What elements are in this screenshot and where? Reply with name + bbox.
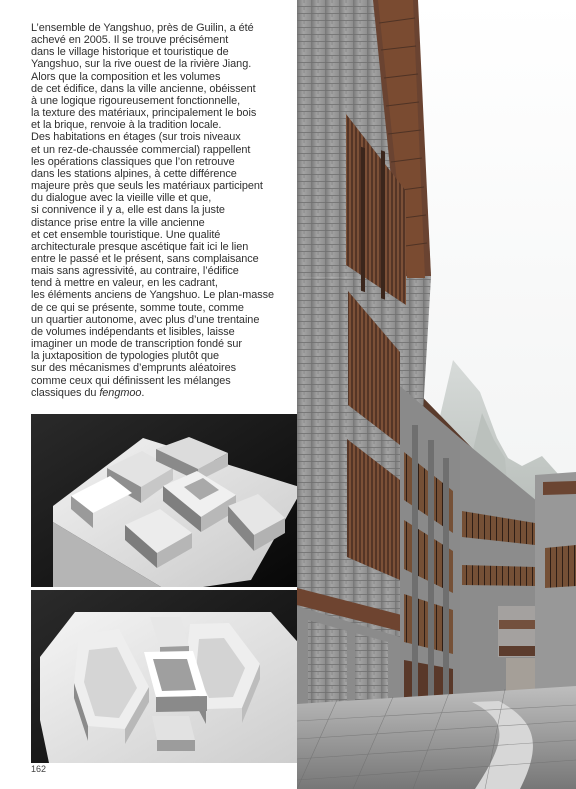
article-line: entre le passé et le présent, sans complaisance xyxy=(31,252,259,265)
article-line: de cet édifice, dans la ville ancienne, obéissent xyxy=(31,82,256,95)
fengmoo-term: fengmoo xyxy=(99,386,142,399)
architectural-model-photo-top xyxy=(31,414,307,587)
article-line: de ce qui se présente, somme toute, comme xyxy=(31,301,244,314)
article-line: la texture des matériaux, principalement le bois xyxy=(31,107,257,120)
article-last-line xyxy=(31,387,296,399)
article-line: si connivence il y a, elle est dans la juste xyxy=(31,204,225,217)
article-line: architecturale presque ascétique fait ici le lien xyxy=(31,240,249,253)
article-line: achevé en 2005. Il se trouve précisément xyxy=(31,34,229,47)
article-line: comme ceux qui définissent les mélanges xyxy=(31,374,231,387)
last-line-prefix: classiques du xyxy=(31,386,100,399)
article-line: tend à mettre en valeur, en les cadrant, xyxy=(31,277,218,290)
article-line: un quartier autonome, avec plus d’une trentaine xyxy=(31,313,260,326)
last-line-suffix: . xyxy=(141,386,145,399)
article-line: mais sans agressivité, au contraire, l’édifice xyxy=(31,265,239,278)
article-line: sur des mécanismes d’emprunts aléatoires xyxy=(31,362,237,375)
article-line: majeure près que seuls les matériaux participent xyxy=(31,180,263,193)
article-line: et cet ensemble touristique. Une qualité xyxy=(31,228,221,241)
article-line: imaginer un mode de transcription fondé sur xyxy=(31,338,242,351)
article-line: dans le village historique et touristique de xyxy=(31,46,229,59)
article-line: Des habitations en étages (sur trois niveaux xyxy=(31,131,241,144)
article-line: Alors que la composition et les volumes xyxy=(31,70,221,83)
page-number: 162 xyxy=(31,764,47,774)
article-line: distance prise entre la ville ancienne xyxy=(31,216,205,229)
model-top-image xyxy=(31,414,307,587)
article-line: Yangshuo, sur la rive ouest de la rivière Jiang. xyxy=(31,58,252,71)
article-line: de volumes indépendants et lisibles, laisse xyxy=(31,325,235,338)
building-facade-photo xyxy=(297,0,576,789)
article-line: à une logique rigoureusement fonctionnelle, xyxy=(31,94,241,107)
article-text-column xyxy=(31,22,296,399)
article-line: L’ensemble de Yangshuo, près de Guilin, a été xyxy=(31,22,254,34)
article-line: dans les stations alpines, à cette différence xyxy=(31,167,237,180)
article-line: du dialogue avec la vieille ville et que, xyxy=(31,192,212,205)
article-line: la juxtaposition de typologies plutôt que xyxy=(31,350,220,363)
model-bottom-image xyxy=(31,590,307,763)
article-line: et la brique, renvoie à la tradition locale. xyxy=(31,119,222,132)
article-line: et un rez-de-chaussée commercial) rappellent xyxy=(31,143,251,156)
building-image xyxy=(297,0,576,789)
article-line: les éléments anciens de Yangshuo. Le plan-masse xyxy=(31,289,275,302)
architectural-model-photo-bottom xyxy=(31,590,307,763)
article-line: les opérations classiques que l’on retrouve xyxy=(31,155,235,168)
